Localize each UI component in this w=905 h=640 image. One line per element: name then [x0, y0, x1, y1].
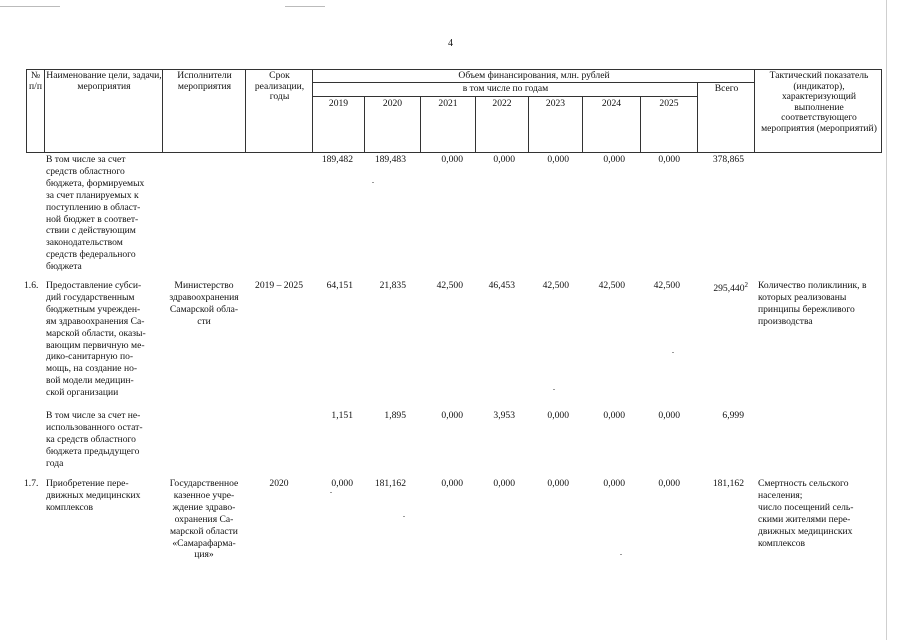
row-indicator: Количество поликлиник, в которых реализованы принципы бережливого производства: [758, 280, 867, 327]
value-2020: 21,835: [379, 280, 406, 291]
value-2019: 64,151: [326, 280, 353, 291]
row-number: 1.7.: [24, 478, 39, 489]
scan-speck: [403, 516, 405, 517]
page-right-border: [886, 0, 887, 640]
value-total: 181,162: [712, 478, 744, 489]
header-num: № п/п: [29, 70, 42, 92]
header-indicator: Тактический показатель (индикатор), характеризующий выполнение соответствующего мероприятия (мероприятий): [761, 70, 877, 134]
value-2023: 0,000: [547, 478, 569, 489]
header-year: 2024: [601, 98, 622, 109]
header-year: 2023: [545, 98, 566, 109]
value-2022: 0,000: [493, 154, 515, 165]
row-term: 2019 – 2025: [255, 280, 303, 291]
row-name: В том числе за счет не- использованного остат- ка средств областного бюджета предыдущего года: [46, 410, 143, 469]
page-edge-line: [0, 6, 60, 7]
value-total: 378,865: [712, 154, 744, 165]
value-2019: 1,151: [331, 410, 353, 421]
value-2020: 1,895: [384, 410, 406, 421]
row-name: Предоставление субси- дий государственным бюджетным учрежден- ям здравоохранения Са- марской области, оказы- вающим первичную ме- дико-санитарную по- мощь, на создание но- вой модели медицин- ской организации: [46, 280, 146, 399]
page-edge-line: [285, 6, 325, 7]
value-total: 6,999: [722, 410, 744, 421]
header-year: 2025: [659, 98, 679, 109]
value-2024: 0,000: [603, 154, 625, 165]
value-2025: 0,000: [658, 478, 680, 489]
value-2024: 42,500: [598, 280, 625, 291]
value-2024: 0,000: [603, 478, 625, 489]
header-year: 2020: [382, 98, 403, 109]
header-total: Всего: [714, 83, 739, 94]
value-2023: 0,000: [547, 154, 569, 165]
value-2021: 0,000: [441, 154, 463, 165]
scan-speck: [330, 492, 332, 493]
header-term: Срок реализации, годы: [254, 70, 305, 102]
value-2021: 0,000: [441, 410, 463, 421]
value-2021: 42,500: [436, 280, 463, 291]
value-2025: 0,000: [658, 410, 680, 421]
value-2022: 3,953: [493, 410, 515, 421]
row-executor: Министерство здравоохранения Самарской обла- сти: [169, 280, 239, 327]
value-2020: 181,162: [374, 478, 406, 489]
header-year: 2021: [438, 98, 458, 109]
table-header: [26, 69, 882, 153]
scan-speck: [553, 389, 555, 390]
value-2020: 189,483: [374, 154, 406, 165]
row-indicator: Смертность сельского населения; число посещений сель- скими жителями пере- движных медицинских комплексов: [758, 478, 854, 549]
scan-speck: [372, 182, 374, 183]
header-name: Наименование цели, задачи, мероприятия: [46, 70, 162, 92]
footnote-mark: 2: [744, 281, 748, 289]
header-year: 2019: [328, 98, 349, 109]
row-name: Приобретение пере- движных медицинских комплексов: [46, 478, 141, 513]
value-2022: 0,000: [493, 478, 515, 489]
row-number: 1.6.: [24, 280, 39, 291]
value-2019: 0,000: [331, 478, 353, 489]
value-total: 295,440$^2$: [713, 281, 748, 295]
value-2025: 0,000: [658, 154, 680, 165]
value-2025: 42,500: [653, 280, 680, 291]
scan-speck: [620, 554, 622, 555]
value-2024: 0,000: [603, 410, 625, 421]
row-executor: Государственное казенное учре- ждение здраво- охранения Са- марской области «Самарафарма- ция»: [169, 478, 239, 561]
header-executors: Исполнители мероприятия: [177, 70, 232, 92]
header-year: 2022: [492, 98, 512, 109]
value-2021: 0,000: [441, 478, 463, 489]
value-2023: 42,500: [542, 280, 569, 291]
header-funding: Объем финансирования, млн. рублей: [458, 70, 610, 81]
row-term: 2020: [269, 478, 289, 489]
row-name: В том числе за счет средств областного бюджета, формируемых за счет планируемых к поступлению в област- ной бюджет в соответ- ствии с действующим законодательством средств федерального бюджета: [46, 154, 145, 273]
page-number: 4: [448, 38, 453, 49]
value-2022: 46,453: [488, 280, 515, 291]
scan-speck: [672, 352, 674, 353]
value-2019: 189,482: [321, 154, 353, 165]
value-2023: 0,000: [547, 410, 569, 421]
header-by-years: в том числе по годам: [462, 83, 549, 94]
